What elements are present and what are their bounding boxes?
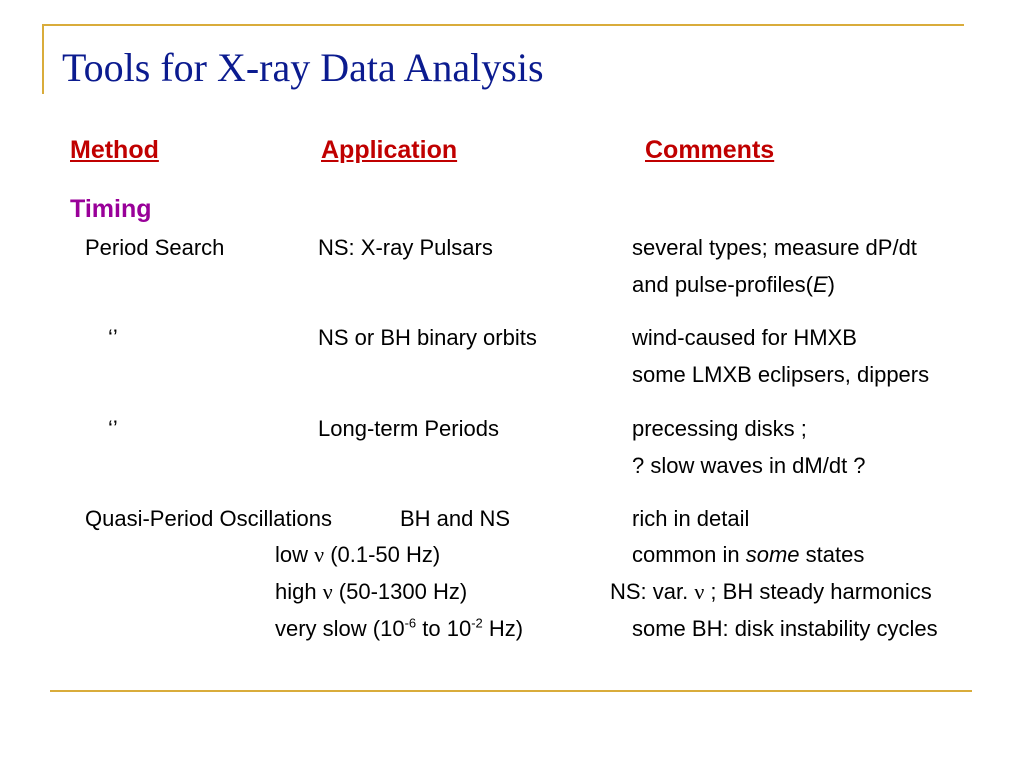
comment-slow-waves: ? slow waves in dM/dt ? bbox=[632, 453, 866, 478]
header-method: Method bbox=[70, 136, 159, 164]
comment-common-states: common in some states bbox=[632, 542, 865, 567]
comment-ns-var: NS: var. ν ; BH steady harmonics bbox=[610, 579, 932, 604]
bottom-rule bbox=[50, 690, 972, 692]
comment-disk-instability: some BH: disk instability cycles bbox=[632, 616, 938, 641]
nu-symbol: ν bbox=[694, 579, 705, 604]
comment-precessing-disks: precessing disks ; bbox=[632, 416, 807, 441]
top-rule bbox=[42, 24, 964, 26]
application-long-term-periods: Long-term Periods bbox=[318, 416, 499, 441]
qpo-low: low ν (0.1-50 Hz) bbox=[275, 542, 441, 567]
header-application: Application bbox=[321, 136, 458, 164]
method-ditto-1: ‘’ bbox=[108, 325, 118, 350]
method-qpo: Quasi-Period Oscillations bbox=[85, 506, 332, 531]
slide-title: Tools for X-ray Data Analysis bbox=[62, 45, 544, 90]
method-period-search: Period Search bbox=[85, 235, 225, 260]
application-binary-orbits: NS or BH binary orbits bbox=[318, 325, 537, 350]
method-ditto-2: ‘’ bbox=[108, 416, 118, 441]
comment-pulse-profiles: and pulse-profiles(E) bbox=[632, 272, 835, 297]
comment-several-types: several types; measure dP/dt bbox=[632, 235, 917, 260]
application-bh-ns: BH and NS bbox=[400, 506, 511, 531]
nu-symbol: ν bbox=[322, 579, 333, 604]
header-comments: Comments bbox=[645, 136, 775, 164]
section-timing: Timing bbox=[70, 195, 152, 223]
comment-hmxb: wind-caused for HMXB bbox=[632, 325, 857, 350]
left-rule bbox=[42, 24, 44, 94]
application-xray-pulsars: NS: X-ray Pulsars bbox=[318, 235, 493, 260]
comment-rich-detail: rich in detail bbox=[632, 506, 750, 531]
qpo-high: high ν (50-1300 Hz) bbox=[275, 579, 468, 604]
qpo-very-slow: very slow ($10^{-6}$ to $10^{-2}$ Hz) bbox=[275, 615, 524, 641]
comment-lmxb: some LMXB eclipsers, dippers bbox=[632, 362, 930, 387]
nu-symbol: ν bbox=[314, 542, 325, 567]
